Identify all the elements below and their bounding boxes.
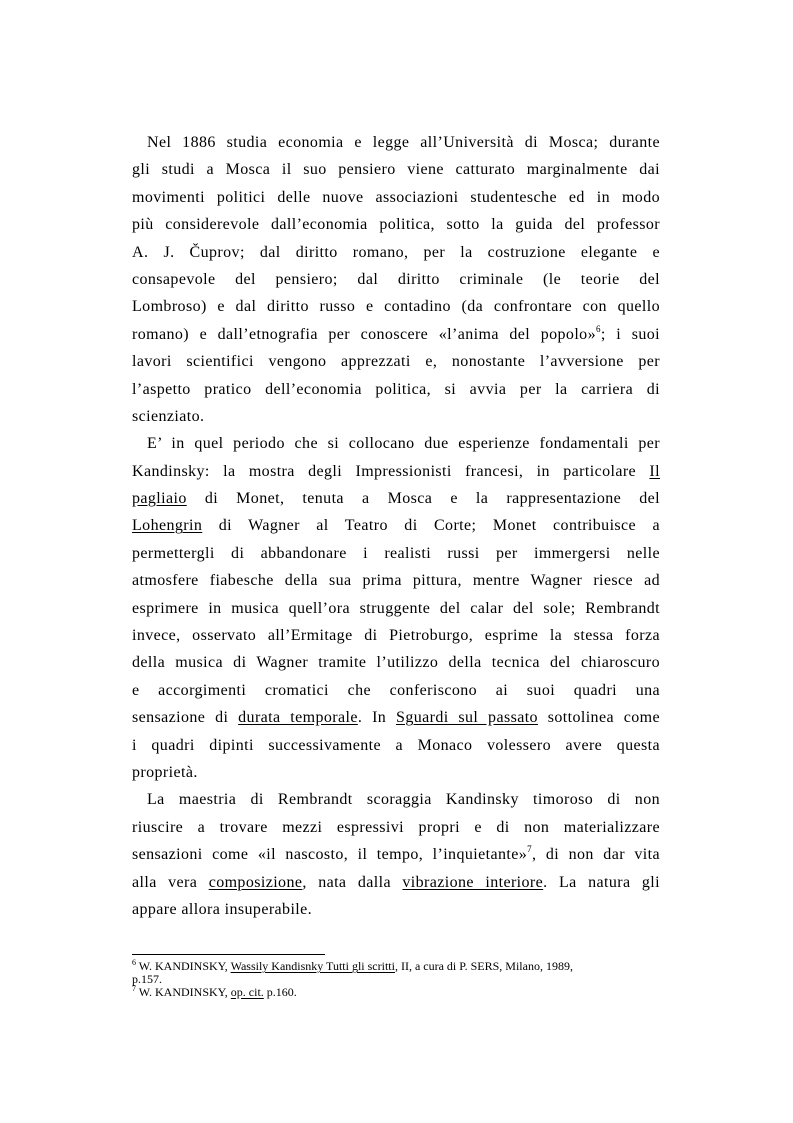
- text-line: della musica di Wagner tramite l’utilizzo della tecnica del chiaroscuro: [132, 654, 660, 672]
- text-run: , II, a cura di P. SERS, Milano, 1989,: [394, 959, 573, 973]
- text-line: riuscire a trovare mezzi espressivi propri e di non materializzare: [132, 818, 660, 836]
- underlined-title: durata temporale: [238, 709, 358, 727]
- footnote-number: 7: [132, 984, 136, 993]
- text-run: . La natura gli: [543, 873, 660, 891]
- underlined-title: vibrazione interiore: [402, 873, 544, 891]
- footnote-ref: 6: [595, 323, 601, 334]
- footnote-ref: 7: [527, 844, 533, 855]
- text-line: [132, 841, 660, 868]
- text-line: atmosfere fiabesche della sua prima pittura, mentre Wagner riesce ad: [132, 572, 660, 590]
- text-run: sottolinea come: [537, 709, 660, 727]
- text-run: , di non dar vita: [532, 846, 660, 864]
- underlined-title: Il: [649, 462, 660, 480]
- text-line: consapevole del pensiero; dal diritto criminale (le teorie del: [132, 270, 660, 288]
- text-run: Kandinsky: la mostra degli Impressionisti francesi, in particolare: [132, 462, 650, 480]
- text-line: proprietà.: [132, 763, 198, 781]
- text-line: [132, 512, 660, 539]
- text-line: appare allora insuperabile.: [132, 900, 313, 918]
- text-run: alla vera: [132, 873, 209, 891]
- text-line: Nel 1886 studia economia e legge all’Università di Mosca; durante: [147, 134, 660, 151]
- text-run: sensazione di: [132, 709, 239, 727]
- underlined-title: composizione: [208, 873, 303, 891]
- text-run: . In: [357, 709, 397, 727]
- footnote-separator: [132, 954, 325, 955]
- body-text: [132, 129, 660, 923]
- underlined-title: op. cit.: [230, 985, 264, 999]
- footnote: [132, 960, 660, 973]
- text-line: i quadri dipinti successivamente a Monaco volessero avere questa: [132, 736, 660, 754]
- text-line: [132, 869, 660, 896]
- text-run: di Monet, tenuta a Mosca e la rappresentazione del: [186, 490, 660, 508]
- text-run: W. KANDINSKY,: [136, 985, 231, 999]
- footnote: [132, 986, 660, 999]
- underlined-title: Wassily Kandisnky Tutti gli scritti: [230, 959, 395, 973]
- underlined-title: Sguardi sul passato: [396, 709, 538, 727]
- text-line: [132, 321, 660, 348]
- text-run: di Wagner al Teatro di Corte; Monet contribuisce a: [202, 517, 660, 535]
- text-run: ; i suoi: [600, 325, 660, 343]
- text-line: e accorgimenti cromatici che conferiscono ai suoi quadri una: [132, 681, 660, 699]
- text-line: esprimere in musica quell’ora struggente del calar del sole; Rembrandt: [132, 599, 660, 617]
- text-line: più considerevole dall’economia politica, sotto la guida del professor: [132, 216, 660, 234]
- text-line: [132, 704, 660, 731]
- text-run: sensazioni come «il nascosto, il tempo, l’inquietante»: [132, 846, 528, 864]
- footnote-number: 6: [132, 958, 136, 967]
- text-line: La maestria di Rembrandt scoraggia Kandinsky timoroso di non: [147, 791, 660, 809]
- text-line: movimenti politici delle nuove associazioni studentesche ed in modo: [132, 188, 660, 206]
- text-line: [132, 485, 660, 512]
- text-line: E’ in quel periodo che si collocano due esperienze fondamentali per: [147, 435, 660, 453]
- text-run: , nata dalla: [302, 873, 403, 891]
- text-line: invece, osservato all’Ermitage di Pietroburgo, esprime la stessa forza: [132, 627, 660, 645]
- text-line: A. J. Čuprov; dal diritto romano, per la costruzione elegante e: [132, 243, 660, 261]
- text-line: lavori scientifici vengono apprezzati e, nonostante l’avversione per: [132, 353, 660, 371]
- text-line: [132, 458, 660, 485]
- underlined-title: pagliaio: [132, 490, 187, 508]
- text-run: romano) e dall’etnografia per conoscere «l’anima del popolo»: [132, 325, 596, 343]
- text-line: Lombroso) e dal diritto russo e contadino (da confrontare con quello: [132, 298, 660, 316]
- text-line: permettergli di abbandonare i realisti russi per immergersi nelle: [132, 544, 660, 562]
- underlined-title: Lohengrin: [132, 517, 203, 535]
- text-run: p.160.: [263, 985, 297, 999]
- footnotes: [132, 960, 660, 999]
- text-line: scienziato.: [132, 407, 205, 425]
- text-run: W. KANDINSKY,: [136, 959, 231, 973]
- text-run: p.157.: [132, 972, 162, 986]
- text-line: l’aspetto pratico dell’economia politica, si avvia per la carriera di: [132, 380, 660, 398]
- text-line: gli studi a Mosca il suo pensiero viene catturato marginalmente dai: [132, 161, 660, 179]
